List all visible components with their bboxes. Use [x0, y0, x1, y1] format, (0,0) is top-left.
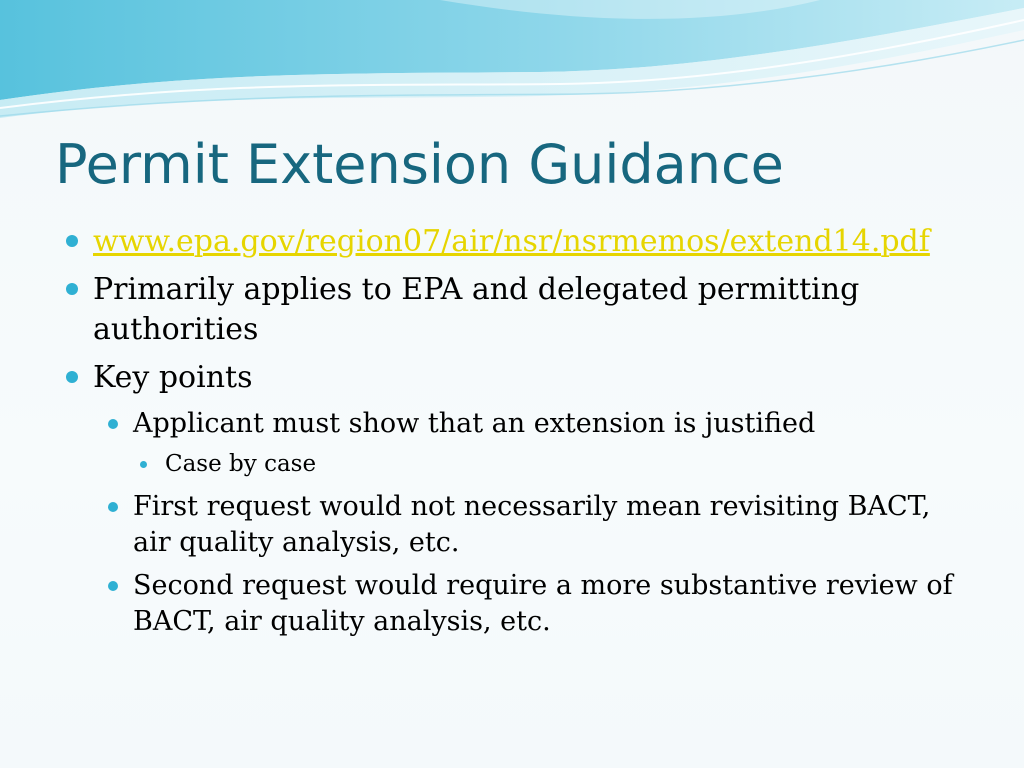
bullet-dot-icon — [66, 235, 78, 247]
header-wave-decoration — [0, 0, 1024, 130]
sub-bullet-text: Applicant must show that an extension is justified — [133, 408, 816, 439]
bullet-item — [60, 270, 960, 350]
bullet-item-link — [60, 222, 973, 262]
bullet-list — [60, 222, 960, 647]
bullet-item — [60, 358, 960, 398]
bullet-dot-icon — [108, 502, 118, 512]
bullet-dot-icon — [66, 283, 78, 295]
sub-bullet-text: First request would not necessarily mean revisiting BACT, air quality analysis, etc. — [133, 491, 931, 558]
bullet-dot-icon — [108, 581, 118, 591]
sub-bullet-item — [100, 406, 960, 442]
sub-bullet-item — [100, 568, 960, 640]
bullet-dot-icon — [140, 461, 147, 468]
slide-title: Permit Extension Guidance — [55, 133, 784, 196]
sub-sub-bullet-text: Case by case — [165, 451, 317, 477]
bullet-text: Primarily applies to EPA and delegated permitting authorities — [93, 272, 860, 347]
guidance-link[interactable]: www.epa.gov/region07/air/nsr/nsrmemos/extend14.pdf — [93, 224, 930, 259]
bullet-dot-icon — [108, 419, 118, 429]
bullet-text: Key points — [93, 360, 253, 395]
sub-bullet-item — [100, 489, 960, 561]
bullet-dot-icon — [66, 371, 78, 383]
sub-sub-bullet-item — [132, 449, 960, 479]
sub-bullet-text: Second request would require a more substantive review of BACT, air quality analysis, etc. — [133, 570, 953, 637]
